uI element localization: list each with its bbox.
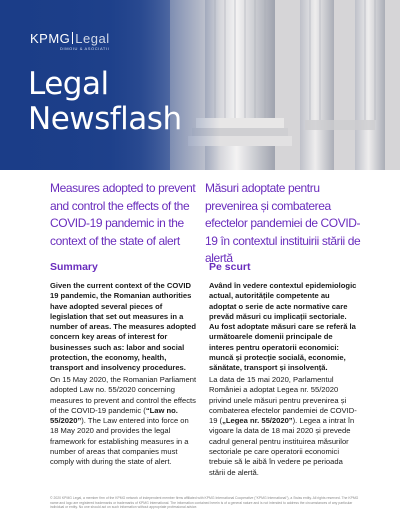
logo-divider <box>72 32 73 44</box>
intro-paragraph-romanian: Având în vedere contextul epidemiologic actual, autoritățile competente au adoptat o serie de acte normative care prevăd măsuri cu implicații sectoriale. Au fost adoptate măsuri care se referă la următoarele domenii principale de interes pentru operatorii economici: muncă și protecție socială, economie, sănătate, transport și insolvență. <box>209 281 357 373</box>
hero-banner <box>0 0 400 170</box>
logo-legal: Legal <box>75 31 110 46</box>
kpmg-legal-logo <box>30 32 110 51</box>
body-paragraph-english <box>50 375 198 468</box>
publication-title-line1: Legal <box>28 66 109 102</box>
body-text-end: ). Legea a intrat în vigoare la data de 18 mai 2020 și prevede cadrul general pentru instituirea măsurilor sectoriale pe care operatorii economici trebuie să le aibă în vedere pe perioada stării de alertă. <box>209 416 355 477</box>
intro-paragraph-english: Given the current context of the COVID 19 pandemic, the Romanian authorities have adopted several pieces of legislation that set out measures in a number of areas. The measures adopted concern key areas of interest for businesses such as: labor and social protection, the economy, health, transport and insolvency procedures. <box>50 281 197 373</box>
body-text-start: La data de 15 mai 2020, Parlamentul României a adoptat Legea nr. 55/2020 privind unele măsuri pentru prevenirea și combaterea efectelor pandemiei de COVID-19 ( <box>209 375 357 426</box>
summary-label-english: Summary <box>50 261 98 273</box>
logo-subtitle: DIMOIU & ASOCIATII <box>60 46 110 51</box>
article-heading-romanian: Măsuri adoptate pentru prevenirea și combaterea efectelor pandemiei de COVID-19 în contextul instituirii stării de alertă <box>205 181 361 265</box>
publication-title-line2: Newsflash <box>28 101 182 137</box>
logo-kpmg: KPMG <box>30 31 71 46</box>
law-reference: “Law no. 55/2020” <box>50 405 178 426</box>
copyright-footer: © 2020 KPMG Legal, a member firm of the KPMG network of independent member firms affiliated with KPMG International Cooperative ("KPMG International"), a Swiss entity. All rights reserved. The KPMG name and logo are registered trademarks or trademarks of KPMG International. The information contained herein is of a general nature and is not intended to address the circumstances of any particular individual or entity. No one should act on such information without appropriate professional advice. <box>50 496 359 510</box>
body-paragraph-romanian <box>209 375 357 478</box>
article-heading-english: Measures adopted to prevent and control the effects of the COVID-19 pandemic in the context of the state of alert <box>50 181 196 248</box>
law-reference: „Legea nr. 55/2020” <box>222 416 293 426</box>
body-text-start: On 15 May 2020, the Romanian Parliament adopted Law no. 55/2020 concerning measures to prevent and control the effects of the COVID-19 pandemic ( <box>50 375 197 415</box>
summary-label-romanian: Pe scurt <box>209 261 251 273</box>
body-text-end: ). The Law entered into force on 18 May 2020 and provides the legal framework for establishing measures in a number of areas that companies must comply with during the state of alert. <box>50 416 189 467</box>
